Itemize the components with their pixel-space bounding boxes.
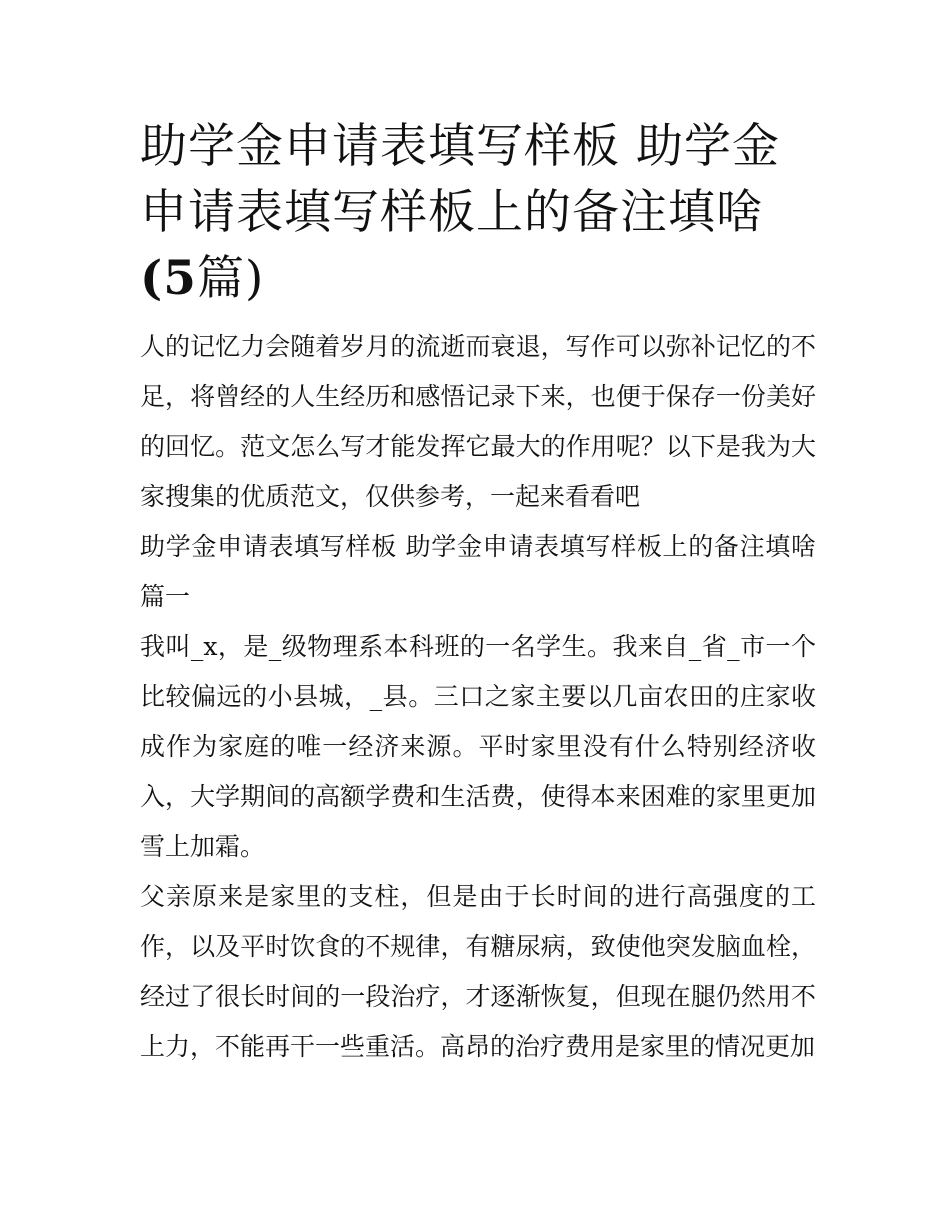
document-body (140, 114, 816, 1072)
body-paragraph: 我叫_x，是_级物理系本科班的一名学生。我来自_省_市一个比较偏远的小县城，_县。三口之家主要以几亩农田的庄家收成作为家庭的唯一经济来源。平时家里没有什么特别经济收入，大学期间的高额学费和生活费，使得本来困难的家里更加雪上加霜。 (140, 632, 816, 861)
section-heading: 助学金申请表填写样板 助学金申请表填写样板上的备注填啥篇一 (140, 532, 816, 611)
title-count: (5 (140, 251, 197, 306)
intro-paragraph: 人的记忆力会随着岁月的流逝而衰退，写作可以弥补记忆的不足，将曾经的人生经历和感悟记录下来，也便于保存一份美好的回忆。范文怎么写才能发挥它最大的作用呢？以下是我为大家搜集的优质范文，仅供参考，一起来看看吧 (140, 332, 816, 511)
title-unit: 篇) (196, 251, 265, 306)
document-title (140, 114, 816, 312)
body-paragraph: 父亲原来是家里的支柱，但是由于长时间的进行高强度的工作，以及平时饮食的不规律，有糖尿病，致使他突发脑血栓，经过了很长时间的一段治疗，才逐渐恢复，但现在腿仍然用不上力，不能再干一些重活。高昂的治疗费用是家里的情况更加 (140, 882, 816, 1061)
title-main: 助学金申请表填写样板 助学金申请表填写样板上的备注填啥 (140, 119, 780, 240)
